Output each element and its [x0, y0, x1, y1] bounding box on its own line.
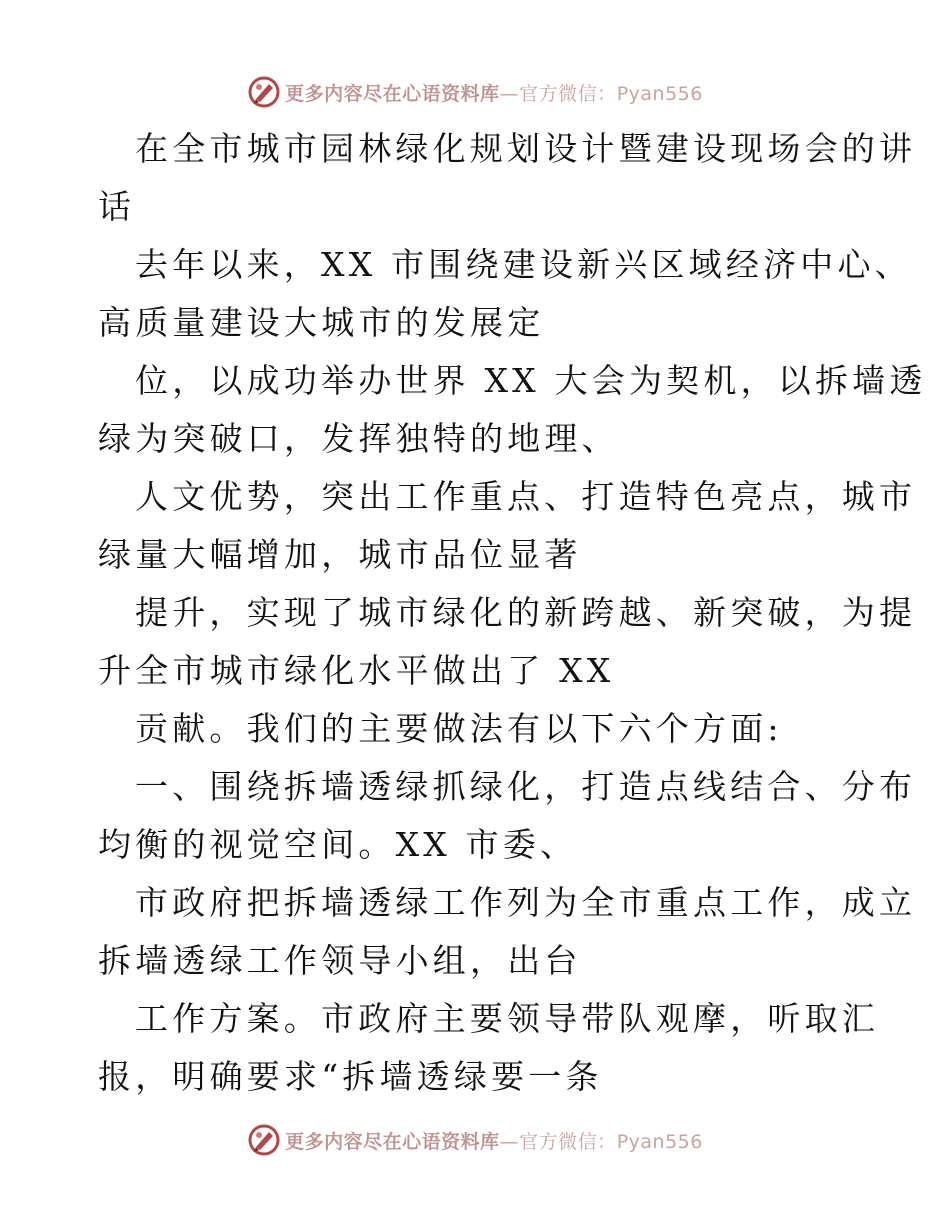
text-line: 话 [98, 187, 136, 226]
text-line: 在全市城市园林绿化规划设计暨建设现场会的讲 [135, 129, 917, 168]
banner-wechat-id: Pyan556 [616, 82, 703, 105]
text-line: 市政府把拆墙透绿工作列为全市重点工作，成立 [135, 883, 917, 922]
text-line: 高质量建设大城市的发展定 [98, 303, 545, 342]
header-banner [0, 72, 950, 112]
document-body [98, 120, 927, 1106]
paragraph [98, 874, 917, 990]
paragraph-title [98, 120, 917, 236]
text-line: 去年以来，XX 市围绕建设新兴区域经济中心、 [135, 245, 912, 284]
banner-separator: —官方微信： [499, 82, 617, 105]
paragraph [98, 468, 917, 584]
text-line: 位，以成功举办世界 XX 大会为契机，以拆墙透 [135, 361, 927, 400]
banner-wechat-id: Pyan556 [616, 1130, 703, 1153]
text-line: 工作方案。市政府主要领导带队观摩，听取汇 [135, 999, 879, 1038]
paragraph [98, 352, 927, 468]
text-line: 均衡的视觉空间。XX 市委、 [98, 825, 578, 864]
text-line: 升全市城市绿化水平做出了 XX [98, 651, 615, 690]
paragraph [98, 758, 917, 874]
text-line: 提升，实现了城市绿化的新跨越、新突破，为提 [135, 593, 917, 632]
paragraph [98, 236, 912, 352]
text-line: 绿为突破口，发挥独特的地理、 [98, 419, 619, 458]
text-line: 一、围绕拆墙透绿抓绿化，打造点线结合、分布 [135, 767, 917, 806]
banner-title: 更多内容尽在心语资料库 [285, 82, 500, 105]
paragraph [98, 584, 917, 700]
text-line: 贡献。我们的主要做法有以下六个方面: [135, 709, 783, 748]
pen-logo-icon [247, 75, 281, 109]
banner-title: 更多内容尽在心语资料库 [285, 1130, 500, 1153]
pen-logo-icon [247, 1123, 281, 1157]
paragraph [98, 990, 879, 1106]
footer-banner [0, 1120, 950, 1160]
text-line: 报，明确要求“拆墙透绿要一条 [98, 1057, 603, 1096]
text-line: 人文优势，突出工作重点、打造特色亮点，城市 [135, 477, 917, 516]
paragraph [98, 700, 858, 758]
banner-separator: —官方微信： [499, 1130, 617, 1153]
text-line: 绿量大幅增加，城市品位显著 [98, 535, 582, 574]
text-line: 拆墙透绿工作领导小组，出台 [98, 941, 582, 980]
